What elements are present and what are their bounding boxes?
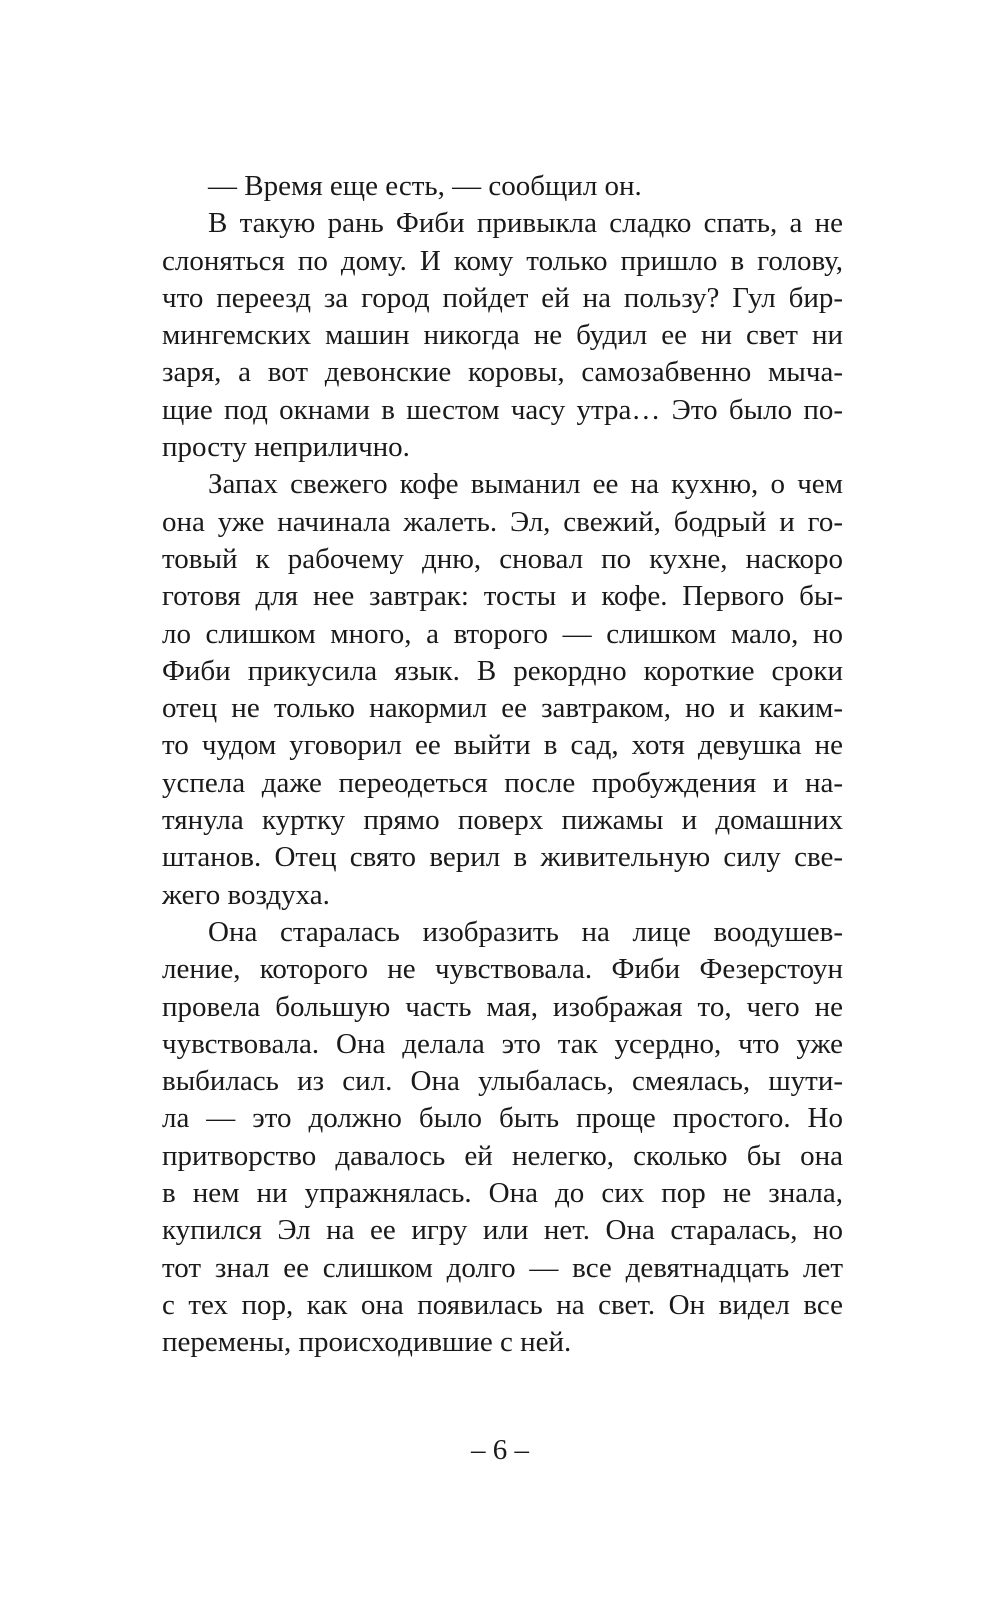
text-line: с тех пор, как она появилась на свет. Он видел все [162,1288,843,1321]
paragraph [162,168,843,205]
page-number: – 6 – [471,1434,529,1466]
text-line: то чудом уговорил ее выйти в сад, хотя девушка не [162,729,843,762]
text-line: успела даже переодеться после пробуждения и на- [162,766,843,799]
text-line: мингемских машин никогда не будил ее ни свет ни [162,319,843,352]
text-line: жего воздуха. [162,878,330,911]
text-line: ло слишком много, а второго — слишком мало, но [162,617,843,650]
text-line: притворство давалось ей нелегко, сколько бы она [162,1139,843,1172]
text-line: чувствовала. Она делала это так усердно, что уже [162,1027,843,1060]
text-line: готовя для нее завтрак: тосты и кофе. Первого бы- [162,580,843,613]
text-line: что переезд за город пойдет ей на пользу? Гул бир- [162,281,843,314]
text-line: щие под окнами в шестом часу утра… Это было по- [162,393,843,426]
body-text [162,168,843,1362]
text-line: тот знал ее слишком долго — все девятнадцать лет [162,1251,843,1284]
text-line: отец не только накормил ее завтраком, но и каким- [162,692,843,725]
paragraph [162,914,843,1362]
text-line: она уже начинала жалеть. Эл, свежий, бодрый и го- [162,505,843,538]
text-line: перемены, происходившие с ней. [162,1326,572,1359]
text-line: Запах свежего кофе выманил ее на кухню, о чем [208,468,843,501]
text-line: Фиби прикусила язык. В рекордно короткие сроки [162,654,843,687]
text-line: тянула куртку прямо поверх пижамы и домашних [162,804,843,837]
text-line: В такую рань Фиби привыкла сладко спать, а не [208,207,843,240]
paragraph [162,466,843,914]
text-line: в нем ни упражнялась. Она до сих пор не знала, [162,1177,843,1210]
text-line: выбилась из сил. Она улыбалась, смеялась, шути- [162,1065,843,1098]
text-line: купился Эл на ее игру или нет. Она старалась, но [162,1214,843,1247]
text-line: ление, которого не чувствовала. Фиби Фезерстоун [162,953,843,986]
text-line: товый к рабочему дню, сновал по кухне, наскоро [162,542,843,575]
paragraph [162,205,843,466]
text-line: ла — это должно было быть проще простого. Но [162,1102,843,1135]
text-line: провела большую часть мая, изображая то, чего не [162,990,843,1023]
text-line: — Время еще есть, — сообщил он. [208,170,642,202]
text-line: штанов. Отец свято верил в живительную силу све- [162,841,843,874]
text-line: просту неприлично. [162,431,410,464]
text-line: Она старалась изобразить на лице воодушев- [208,915,843,948]
text-line: слоняться по дому. И кому только пришло в голову, [162,244,843,277]
text-line: заря, а вот девонские коровы, самозабвенно мыча- [162,356,843,389]
